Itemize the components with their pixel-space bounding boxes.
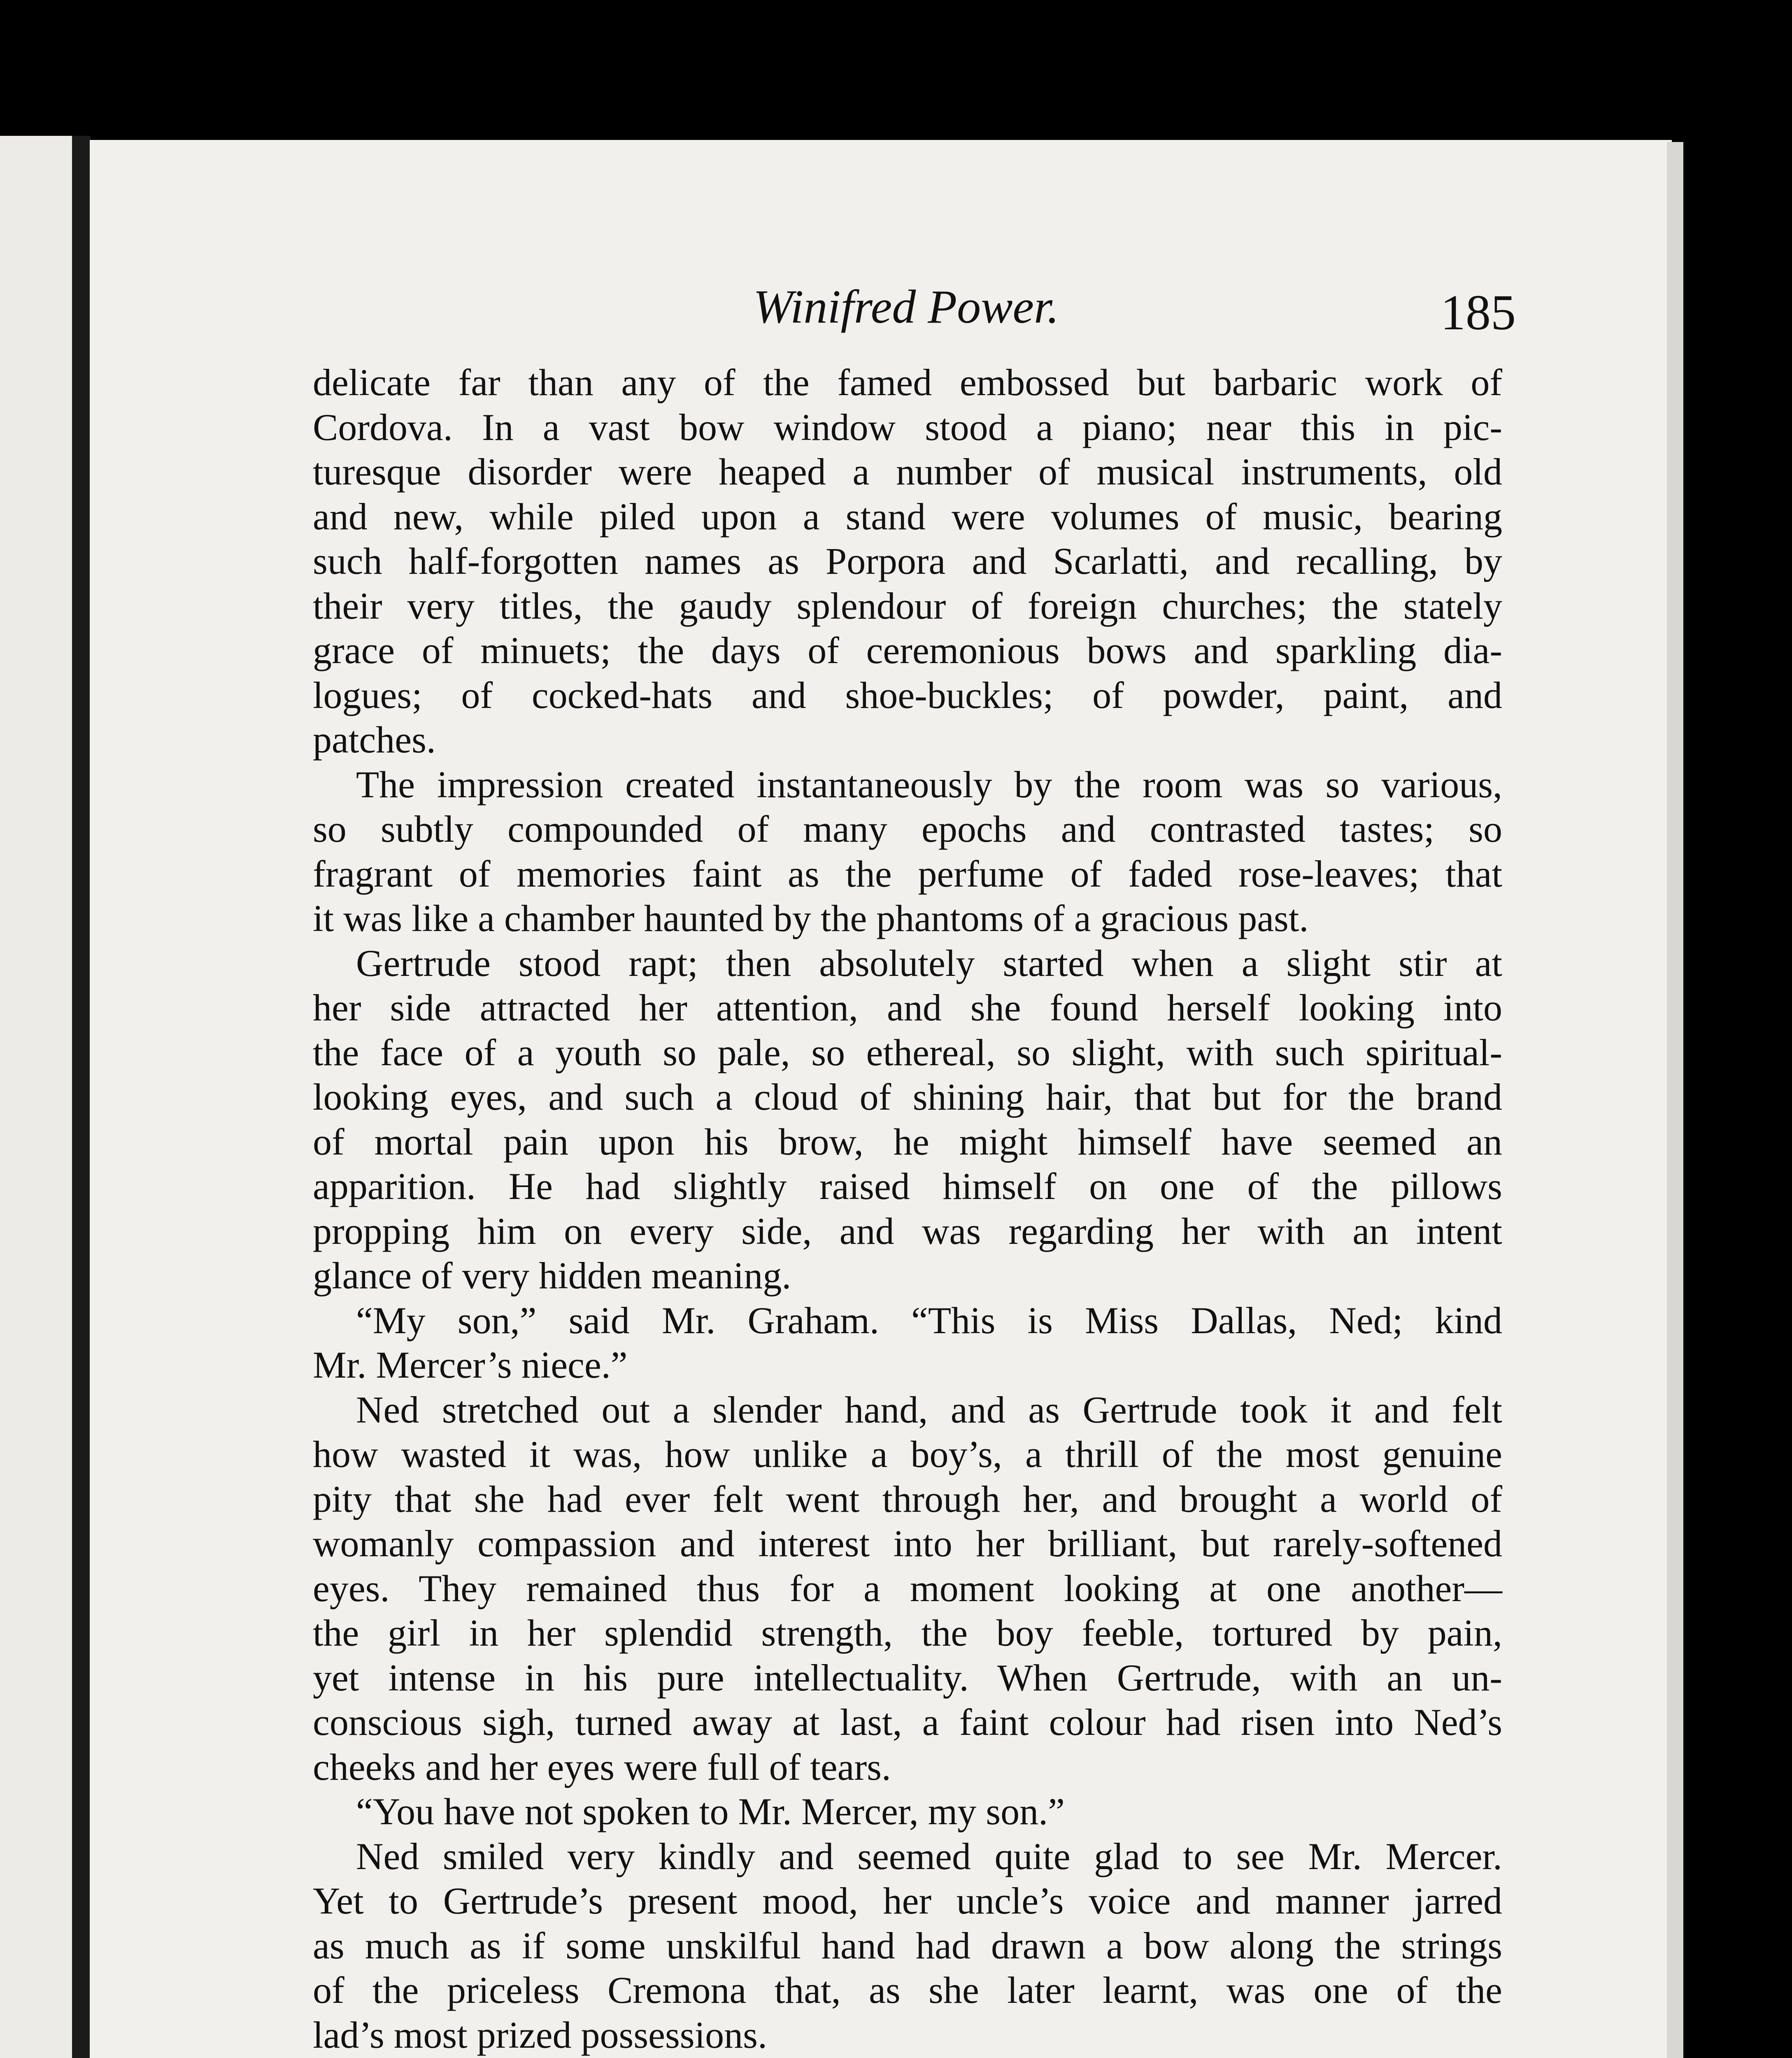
text-line: apparition. He had slightly raised himself on one of the pillows	[313, 1165, 1502, 1207]
text-line: such half-forgotten names as Porpora and Scarlatti, and recalling, by	[313, 540, 1502, 582]
text-line: eyes. They remained thus for a moment looking at one another—	[313, 1567, 1502, 1609]
text-line: Ned smiled very kindly and seemed quite glad to see Mr. Mercer.	[356, 1835, 1502, 1877]
text-line: glance of very hidden meaning.	[313, 1255, 791, 1297]
text-line: propping him on every side, and was regarding her with an intent	[313, 1210, 1502, 1252]
text-line: of mortal pain upon his brow, he might himself have seemed an	[313, 1120, 1502, 1163]
text-line: Yet to Gertrude’s present mood, her uncle’s voice and manner jarred	[313, 1880, 1502, 1922]
text-line: womanly compassion and interest into her brilliant, but rarely-softened	[313, 1523, 1502, 1564]
text-line: “My son,” said Mr. Graham. “This is Miss Dallas, Ned; kind	[356, 1299, 1502, 1341]
text-line: “You have not spoken to Mr. Mercer, my son.”	[356, 1790, 1065, 1832]
text-line: delicate far than any of the famed embossed but barbaric work of	[313, 361, 1502, 403]
text-line: The impression created instantaneously by the room was so various,	[356, 763, 1502, 806]
text-line: pity that she had ever felt went through her, and brought a world of	[313, 1478, 1502, 1520]
text-line: of the priceless Cremona that, as she later learnt, was one of the	[313, 1969, 1502, 2011]
facing-page-edge	[0, 136, 72, 2058]
text-line: logues; of cocked-hats and shoe-buckles; of powder, paint, and	[313, 674, 1502, 716]
running-title: Winifred Power.	[753, 281, 1059, 333]
page-number: 185	[1441, 285, 1516, 340]
page-edge-shadow	[1667, 142, 1683, 2058]
text-line: looking eyes, and such a cloud of shining hair, that but for the brand	[313, 1076, 1502, 1118]
text-line: as much as if some unskilful hand had drawn a bow along the strings	[313, 1924, 1502, 1967]
text-line: fragrant of memories faint as the perfume of faded rose-leaves; that	[313, 852, 1502, 895]
body-text	[313, 360, 1502, 2058]
text-line: cheeks and her eyes were full of tears.	[313, 1746, 891, 1788]
text-line: how wasted it was, how unlike a boy’s, a thrill of the most genuine	[313, 1433, 1502, 1475]
text-line: yet intense in his pure intellectuality. When Gertrude, with an un-	[313, 1656, 1502, 1699]
book-gutter	[72, 136, 91, 2058]
text-line: Mr. Mercer’s niece.”	[313, 1344, 628, 1386]
text-line: Gertrude stood rapt; then absolutely started when a slight stir at	[356, 942, 1502, 984]
text-line: the girl in her splendid strength, the boy feeble, tortured by pain,	[313, 1612, 1502, 1654]
text-line: so subtly compounded of many epochs and contrasted tastes; so	[313, 808, 1502, 850]
text-line: it was like a chamber haunted by the phantoms of a gracious past.	[313, 897, 1309, 939]
text-line: and new, while piled upon a stand were volumes of music, bearing	[313, 495, 1502, 538]
text-line: conscious sigh, turned away at last, a faint colour had risen into Ned’s	[313, 1701, 1502, 1743]
text-line: patches.	[313, 719, 436, 761]
text-line: grace of minuets; the days of ceremonious bows and sparkling dia-	[313, 629, 1502, 671]
text-line: Cordova. In a vast bow window stood a piano; near this in pic-	[313, 406, 1502, 448]
text-line: lad’s most prized possessions.	[313, 2014, 767, 2056]
text-line: her side attracted her attention, and she found herself looking into	[313, 987, 1502, 1029]
text-line: the face of a youth so pale, so ethereal, so slight, with such spiritual-	[313, 1031, 1502, 1073]
text-line: their very titles, the gaudy splendour of foreign churches; the stately	[313, 584, 1502, 627]
text-line: Ned stretched out a slender hand, and as Gertrude took it and felt	[356, 1388, 1502, 1431]
text-line: turesque disorder were heaped a number of musical instruments, old	[313, 451, 1502, 493]
